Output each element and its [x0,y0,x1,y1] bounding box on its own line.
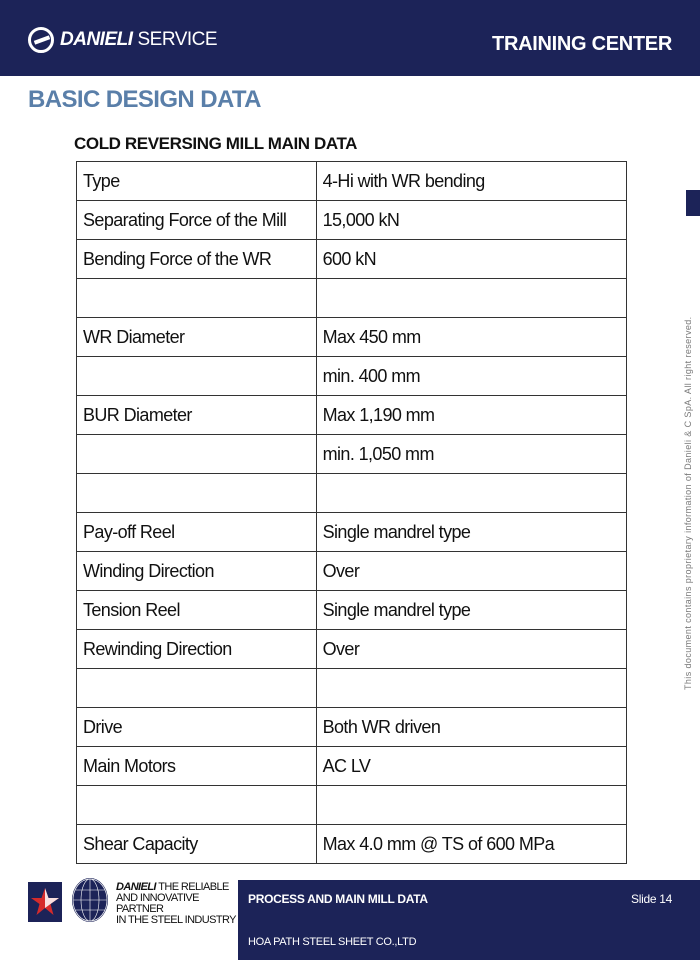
row-value: Single mandrel type [316,513,626,552]
row-value [316,474,626,513]
table-row [77,669,627,708]
row-value [316,786,626,825]
table-row [77,591,627,630]
table-row [77,630,627,669]
row-value: min. 1,050 mm [316,435,626,474]
row-value: 600 kN [316,240,626,279]
row-value: Max 450 mm [316,318,626,357]
table-row [77,435,627,474]
training-center-title: TRAINING CENTER [492,33,672,55]
star-logo-icon [28,882,62,922]
row-value [316,279,626,318]
table-row [77,396,627,435]
table-row [77,552,627,591]
side-tab-marker [686,190,700,216]
header-bar [0,0,700,76]
proprietary-notice: This document contains proprietary information of Danieli & C SpA. All right reserved. [683,316,693,690]
footer-company-name: HOA PATH STEEL SHEET CO.,LTD [248,936,417,948]
row-value: AC LV [316,747,626,786]
row-label: Pay-off Reel [77,513,317,552]
table-row [77,279,627,318]
slide-number: Slide 14 [631,892,672,906]
row-value: Both WR driven [316,708,626,747]
logo-service-text: SERVICE [137,29,218,50]
row-label: WR Diameter [77,318,317,357]
row-label: Drive [77,708,317,747]
row-value: Single mandrel type [316,591,626,630]
row-label [77,279,317,318]
row-value [316,669,626,708]
row-value: Max 1,190 mm [316,396,626,435]
row-label: Bending Force of the WR [77,240,317,279]
table-row [77,474,627,513]
page-title: BASIC DESIGN DATA [28,86,261,113]
row-value: min. 400 mm [316,357,626,396]
row-label [77,435,317,474]
danieli-service-logo [28,20,258,60]
table-title: COLD REVERSING MILL MAIN DATA [74,134,358,153]
table-row [77,240,627,279]
footer-section-title: PROCESS AND MAIN MILL DATA [248,892,428,906]
footer-bar [238,880,700,960]
row-label [77,669,317,708]
row-label [77,357,317,396]
table-row [77,162,627,201]
table-row [77,357,627,396]
row-value: Max 4.0 mm @ TS of 600 MPa [316,825,626,864]
row-label: Rewinding Direction [77,630,317,669]
table-row [77,825,627,864]
table-row [77,708,627,747]
row-label [77,786,317,825]
row-label: Tension Reel [77,591,317,630]
tagline-line1: THE RELIABLE [158,881,229,893]
table-row [77,786,627,825]
row-value: Over [316,630,626,669]
row-label: BUR Diameter [77,396,317,435]
row-label: Main Motors [77,747,317,786]
tagline-line2: AND INNOVATIVE PARTNER [116,892,199,915]
danieli-logo-icon [28,27,54,53]
tagline-brand: DANIELI [116,881,156,893]
table-row [77,513,627,552]
row-label: Type [77,162,317,201]
tagline-line3: IN THE STEEL INDUSTRY [116,914,236,926]
row-value: 4-Hi with WR bending [316,162,626,201]
row-label: Shear Capacity [77,825,317,864]
row-label: Separating Force of the Mill [77,201,317,240]
logo-brand-text: DANIELI [60,29,133,50]
footer-tagline [116,882,236,926]
globe-logo-icon [72,878,108,922]
table-row [77,318,627,357]
row-value: 15,000 kN [316,201,626,240]
row-label: Winding Direction [77,552,317,591]
footer-logos [0,866,238,960]
row-value: Over [316,552,626,591]
mill-data-table [76,161,627,864]
table-row [77,201,627,240]
row-label [77,474,317,513]
table-row [77,747,627,786]
